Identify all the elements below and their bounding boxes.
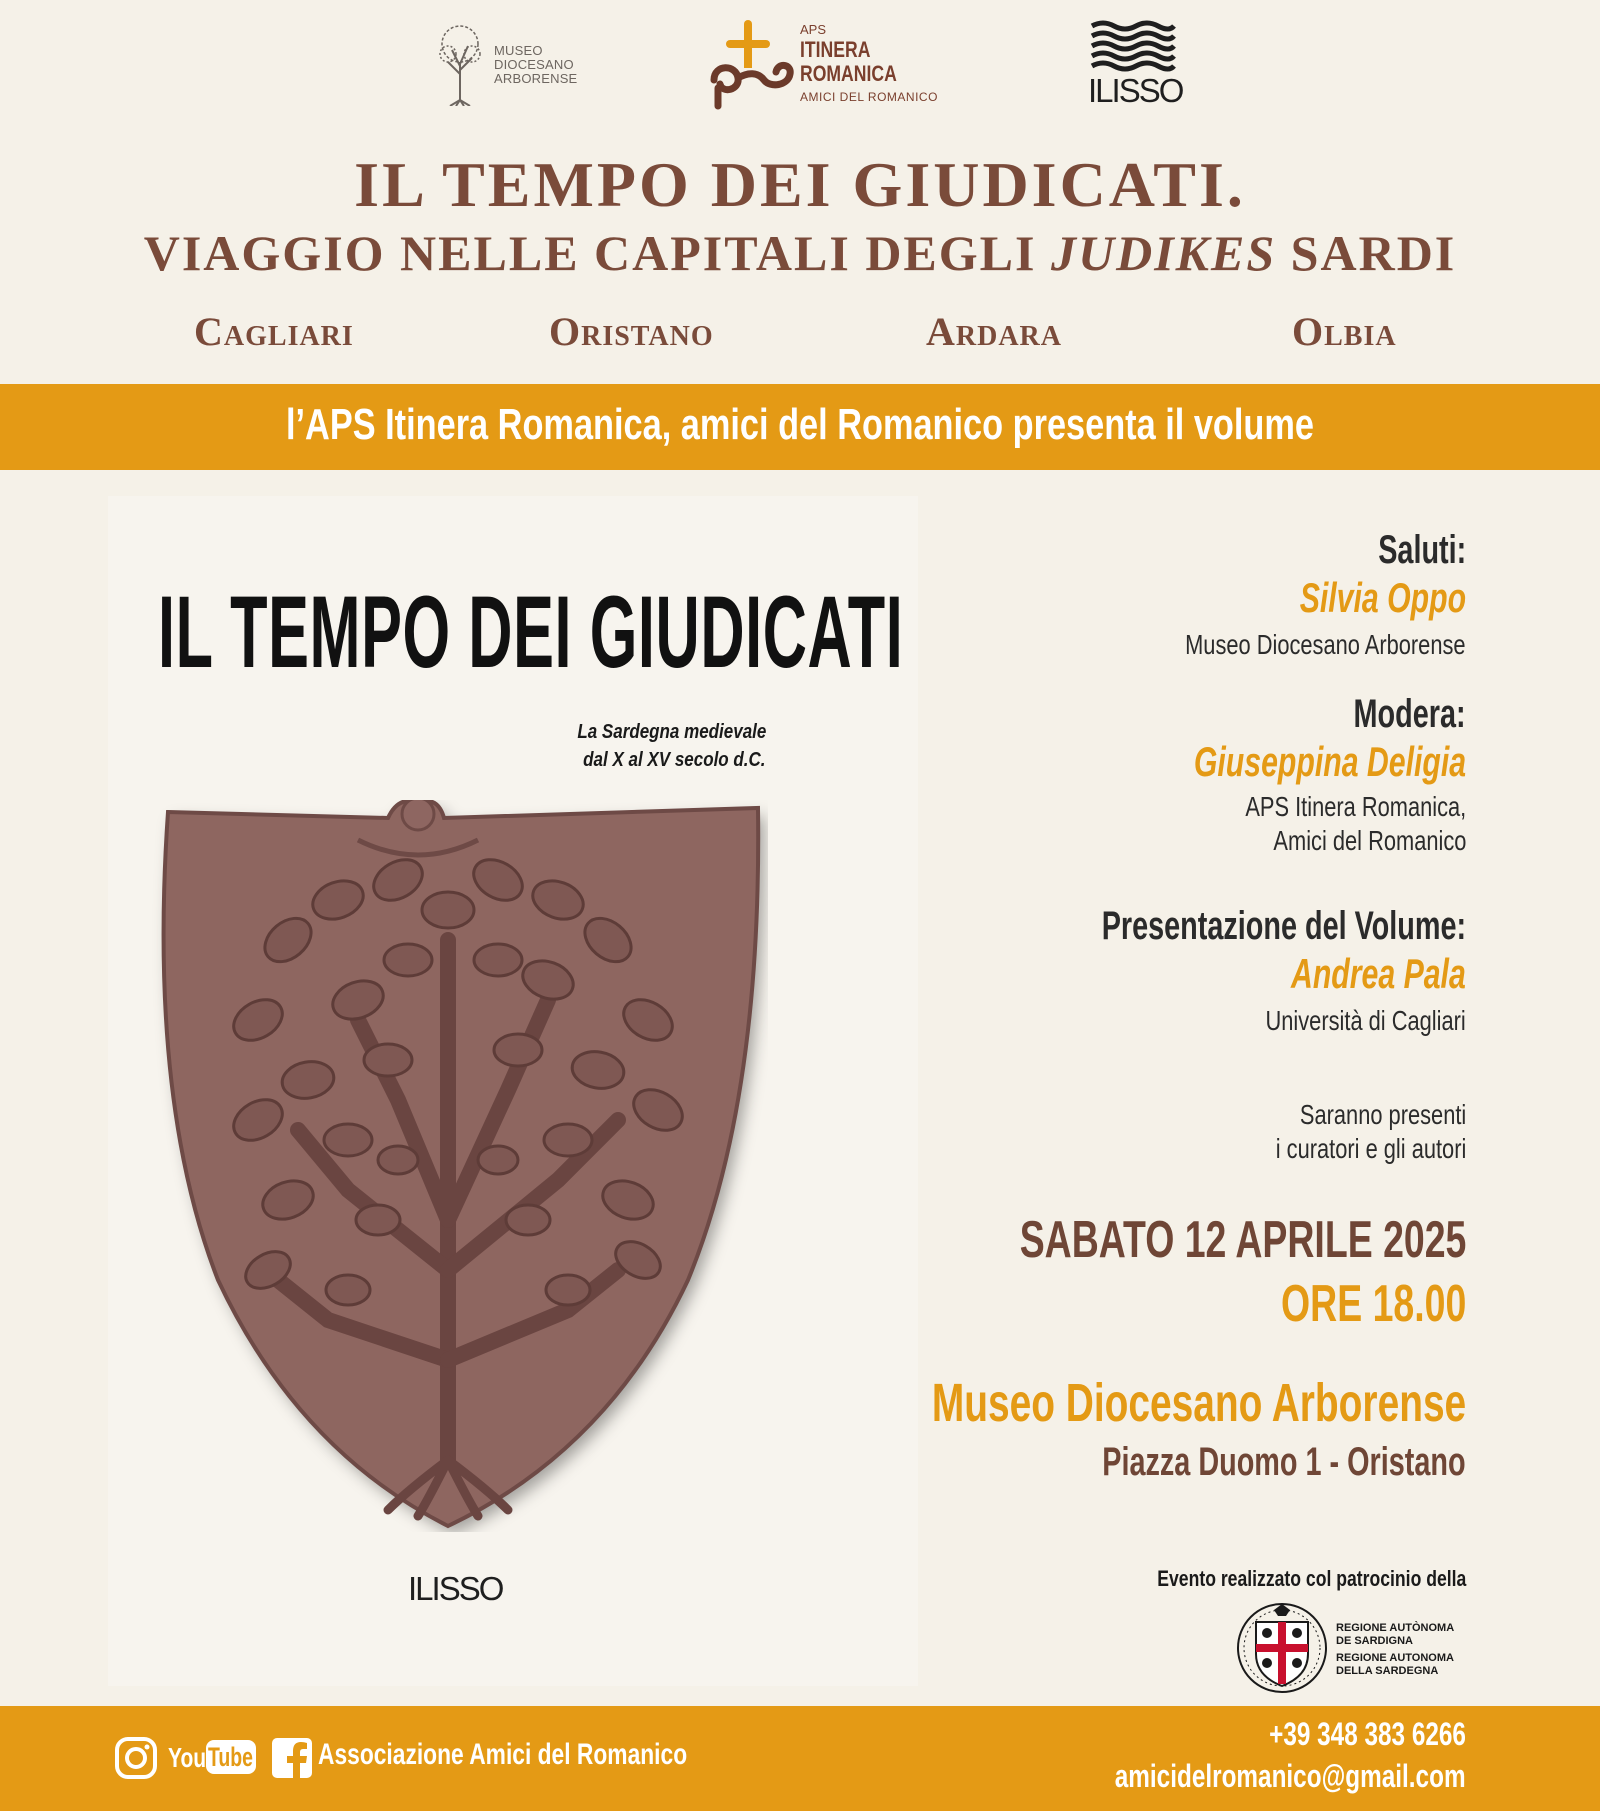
presentazione-name (1223, 950, 1466, 998)
event-subtitle-italic: JUDIKES (1050, 225, 1277, 281)
youtube-you-text: You (168, 1742, 207, 1773)
event-address-text: Piazza Duomo 1 - Oristano (1102, 1440, 1466, 1484)
presenti-line-2: i curatori e gli autori (1275, 1133, 1466, 1164)
city-oristano: Oristano (549, 309, 714, 354)
youtube-icon[interactable] (168, 1738, 256, 1778)
event-venue-text: Museo Diocesano Arborense (931, 1373, 1466, 1433)
modera-name-text: Giuseppina Deligia (1193, 738, 1466, 785)
modera-label (1310, 692, 1466, 737)
cover-title: IL TEMPO DEI GIUDICATI (158, 575, 904, 689)
phone-number[interactable] (1207, 1716, 1466, 1753)
itinera-logo-line-2: ROMANICA (800, 61, 897, 86)
presentazione-affiliation-line-1: Università di Cagliari (1265, 1005, 1466, 1036)
event-time-text: ORE 18.00 (1280, 1275, 1466, 1333)
email-address-text: amicidelromanico@gmail.com (1115, 1758, 1466, 1794)
facebook-icon[interactable] (270, 1736, 314, 1780)
ilisso-logo (1088, 20, 1183, 112)
modera-affiliation-line-1: APS Itinera Romanica, (1245, 791, 1466, 822)
itinera-logo-aps: APS (800, 22, 827, 37)
tree-icon (432, 22, 488, 106)
museo-diocesano-logo (432, 22, 592, 106)
event-subtitle-part-2: SARDI (1290, 225, 1457, 281)
city-olbia: Olbia (1292, 309, 1397, 354)
presentazione-affiliation (1209, 1004, 1466, 1038)
itinera-logo-line-1: ITINERA (800, 37, 871, 62)
presentazione-label-text: Presentazione del Volume: (1101, 904, 1466, 948)
cover-subtitle-line-1: La Sardegna medievale (577, 721, 766, 743)
email-address[interactable] (1004, 1758, 1466, 1795)
patronage-note (1080, 1566, 1466, 1592)
itinera-romanica-logo (708, 20, 968, 112)
cross-swirl-icon (708, 20, 798, 112)
saluti-affiliation-line-1: Museo Diocesano Arborense (1185, 629, 1466, 660)
region-line-3: REGIONE AUTONOMA (1336, 1652, 1454, 1664)
cover-publisher: ILISSO (408, 1570, 503, 1607)
youtube-tube-box (206, 1740, 256, 1774)
instagram-icon[interactable] (114, 1736, 158, 1780)
modera-name (1088, 738, 1466, 786)
region-line-4: DELLA SARDEGNA (1336, 1665, 1439, 1677)
waves-icon (1088, 20, 1176, 72)
saluti-affiliation (1106, 628, 1466, 662)
event-title: IL TEMPO DEI GIUDICATI. (354, 149, 1246, 220)
presenti-line-1: Saranno presenti (1299, 1099, 1466, 1130)
museo-logo-line-1: MUSEO (494, 43, 543, 58)
city-cagliari: Cagliari (194, 309, 354, 354)
band-text (0, 400, 1600, 450)
presenti-note (1222, 1098, 1466, 1166)
regional-crest-icon (1234, 1600, 1330, 1696)
museo-logo-line-3: ARBORENSE (494, 71, 578, 86)
event-time (1209, 1274, 1466, 1334)
event-date (846, 1210, 1466, 1270)
city-ardara: Ardara (926, 309, 1062, 354)
saluti-label (1344, 528, 1466, 573)
cover-subtitle-line-2: dal X al XV secolo d.C. (583, 749, 766, 771)
saluti-name-text: Silvia Oppo (1299, 574, 1466, 621)
presentazione-name-text: Andrea Pala (1291, 950, 1466, 997)
event-address (961, 1440, 1466, 1485)
event-subtitle-part-1: VIAGGIO NELLE CAPITALI DEGLI (143, 225, 1037, 281)
event-venue (724, 1372, 1466, 1434)
event-subtitle (0, 224, 1600, 282)
band-text-content: l’APS Itinera Romanica, amici del Romanico presenta il volume (285, 400, 1315, 449)
book-cover (108, 496, 918, 1686)
saluti-name (1235, 574, 1466, 622)
itinera-logo-name (800, 38, 897, 86)
event-date-text: SABATO 12 APRILE 2025 (1019, 1211, 1466, 1269)
saluti-label-text: Saluti: (1377, 528, 1466, 572)
itinera-logo-sub: AMICI DEL ROMANICO (800, 90, 938, 104)
cities-row (0, 308, 1600, 358)
presentazione-label (960, 904, 1466, 949)
region-line-2: DE SARDIGNA (1336, 1635, 1414, 1647)
youtube-tube-text: Tube (208, 1742, 253, 1772)
phone-number-text: +39 348 383 6266 (1269, 1716, 1466, 1752)
modera-label-text: Modera: (1353, 692, 1466, 736)
association-link[interactable]: Associazione Amici del Romanico (318, 1738, 688, 1771)
cover-subtitle (544, 718, 766, 774)
modera-affiliation (1183, 790, 1466, 858)
modera-affiliation-line-2: Amici del Romanico (1273, 825, 1466, 856)
regione-sardegna-logo (1234, 1600, 1474, 1696)
ilisso-logo-word: ILISSO (1088, 72, 1183, 109)
patronage-note-text: Evento realizzato col patrocinio della (1156, 1566, 1466, 1591)
region-name (1336, 1622, 1454, 1678)
presentation-band (0, 384, 1600, 470)
region-line-1: REGIONE AUTÒNOMA (1336, 1622, 1455, 1634)
footer-band (0, 1706, 1600, 1811)
carved-tree-shield-image (148, 800, 768, 1532)
museo-logo-line-2: DIOCESANO (494, 57, 574, 72)
museo-logo-text (494, 44, 577, 86)
